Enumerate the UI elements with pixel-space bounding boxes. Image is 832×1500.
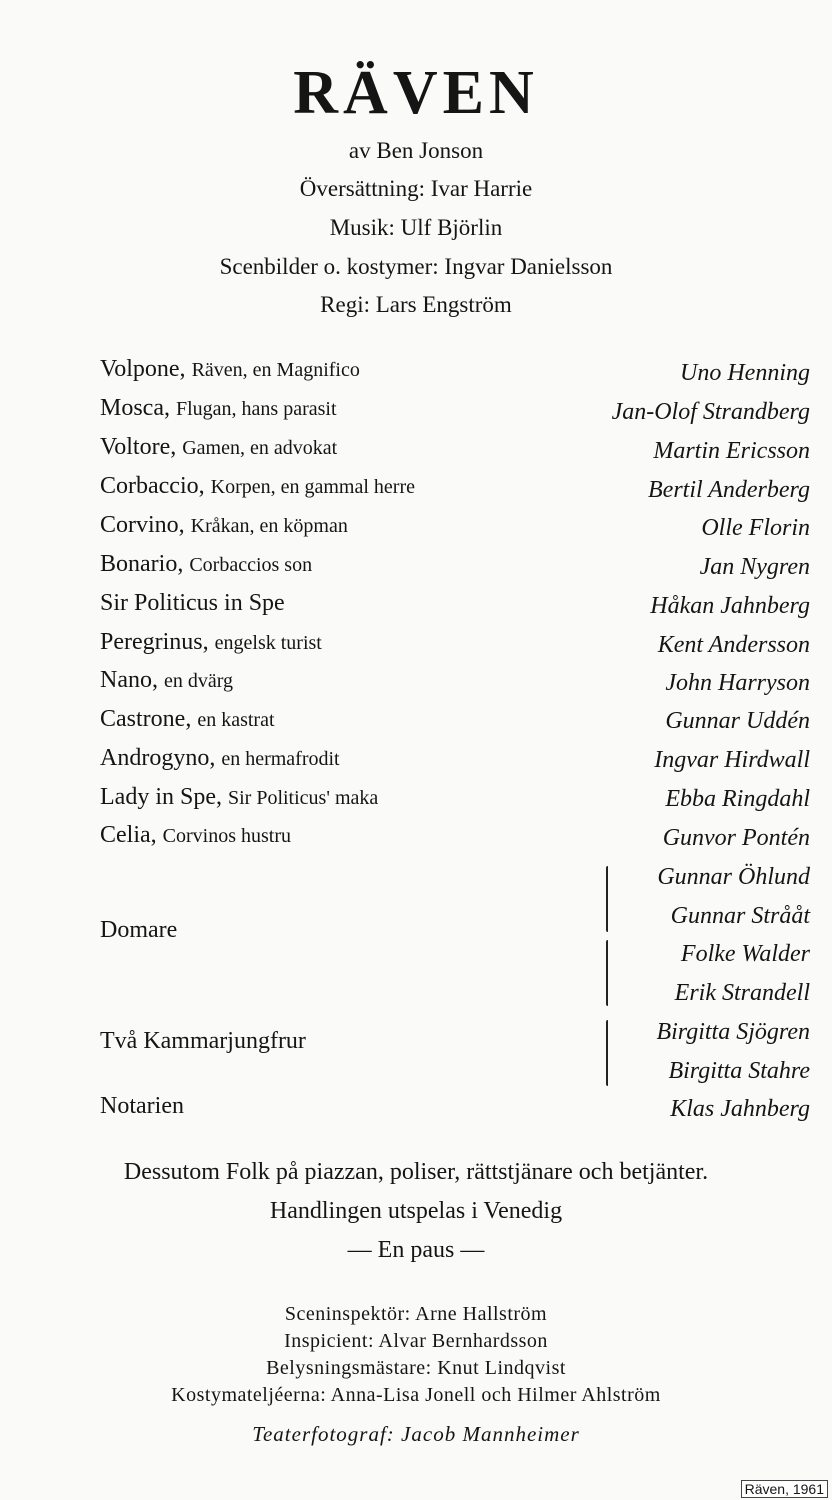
cast-role: Peregrinus, engelsk turist bbox=[100, 629, 322, 655]
note-setting: Handlingen utspelas i Venedig bbox=[269, 1198, 563, 1224]
cast-role: Volpone, Räven, en Magnifico bbox=[100, 356, 360, 382]
staff-line: Inspicient: Alvar Bernhardsson bbox=[284, 1330, 548, 1352]
group-actor: Gunnar Strååt bbox=[670, 903, 810, 929]
credit-scenery: Scenbilder o. kostymer: Ingvar Danielsson bbox=[219, 254, 613, 279]
cast-role: Castrone, en kastrat bbox=[100, 706, 275, 732]
cast-actor: Bertil Anderberg bbox=[648, 477, 810, 503]
credit-author: av Ben Jonson bbox=[348, 138, 484, 163]
group-actor: Gunnar Öhlund bbox=[657, 864, 810, 890]
cast-actor: Gunvor Pontén bbox=[662, 825, 810, 851]
bracket-domare-top bbox=[606, 866, 608, 932]
cast-role: Mosca, Flugan, hans parasit bbox=[100, 395, 337, 421]
group-actor: Birgitta Sjögren bbox=[656, 1019, 810, 1045]
credit-translation: Översättning: Ivar Harrie bbox=[299, 176, 533, 201]
image-caption: Räven, 1961 bbox=[741, 1480, 828, 1498]
cast-actor: Jan Nygren bbox=[699, 554, 810, 580]
cast-actor: Jan-Olof Strandberg bbox=[611, 399, 810, 425]
group-role-kammarjungfrur: Två Kammarjungfrur bbox=[100, 1028, 306, 1054]
cast-role: Corbaccio, Korpen, en gammal herre bbox=[100, 473, 415, 499]
cast-actor: Ingvar Hirdwall bbox=[654, 747, 810, 773]
group-actor: Klas Jahnberg bbox=[670, 1096, 810, 1122]
bracket-domare-bottom bbox=[606, 940, 608, 1006]
credit-music: Musik: Ulf Björlin bbox=[329, 215, 503, 240]
staff-line: Belysningsmästare: Knut Lindqvist bbox=[266, 1357, 566, 1379]
cast-actor: Kent Andersson bbox=[657, 632, 810, 658]
cast-role: Bonario, Corbaccios son bbox=[100, 551, 313, 577]
group-role-notarien: Notarien bbox=[100, 1093, 184, 1119]
credit-director: Regi: Lars Engström bbox=[320, 292, 512, 317]
group-actor: Birgitta Stahre bbox=[668, 1058, 810, 1084]
cast-actor: Gunnar Uddén bbox=[665, 708, 810, 734]
group-role-domare: Domare bbox=[100, 917, 178, 943]
cast-role: Nano, en dvärg bbox=[100, 667, 234, 693]
cast-role: Androgyno, en hermafrodit bbox=[100, 745, 340, 771]
cast-role: Celia, Corvinos hustru bbox=[100, 822, 291, 848]
bracket-kammarjungfrur bbox=[606, 1020, 608, 1086]
note-extras: Dessutom Folk på piazzan, poliser, rättstjänare och betjänter. bbox=[123, 1159, 709, 1185]
cast-actor: Håkan Jahnberg bbox=[650, 593, 810, 619]
cast-actor: John Harryson bbox=[665, 670, 810, 696]
cast-actor: Olle Florin bbox=[701, 515, 810, 541]
program-title: RÄVEN bbox=[293, 59, 539, 127]
cast-role: Lady in Spe, Sir Politicus' maka bbox=[100, 784, 379, 810]
staff-line: Kostymateljéerna: Anna-Lisa Jonell och Hilmer Ahlström bbox=[171, 1384, 661, 1406]
photographer-credit: Teaterfotograf: Jacob Mannheimer bbox=[252, 1422, 580, 1446]
note-intermission: — En paus — bbox=[347, 1237, 485, 1263]
cast-actor: Ebba Ringdahl bbox=[665, 786, 810, 812]
cast-role: Sir Politicus in Spe bbox=[100, 590, 285, 616]
cast-actor: Uno Henning bbox=[680, 360, 810, 386]
staff-line: Sceninspektör: Arne Hallström bbox=[284, 1303, 548, 1325]
cast-role: Voltore, Gamen, en advokat bbox=[100, 434, 338, 460]
cast-role: Corvino, Kråkan, en köpman bbox=[100, 512, 348, 538]
cast-actor: Martin Ericsson bbox=[653, 438, 810, 464]
group-actor: Folke Walder bbox=[680, 941, 810, 967]
group-actor: Erik Strandell bbox=[674, 980, 810, 1006]
